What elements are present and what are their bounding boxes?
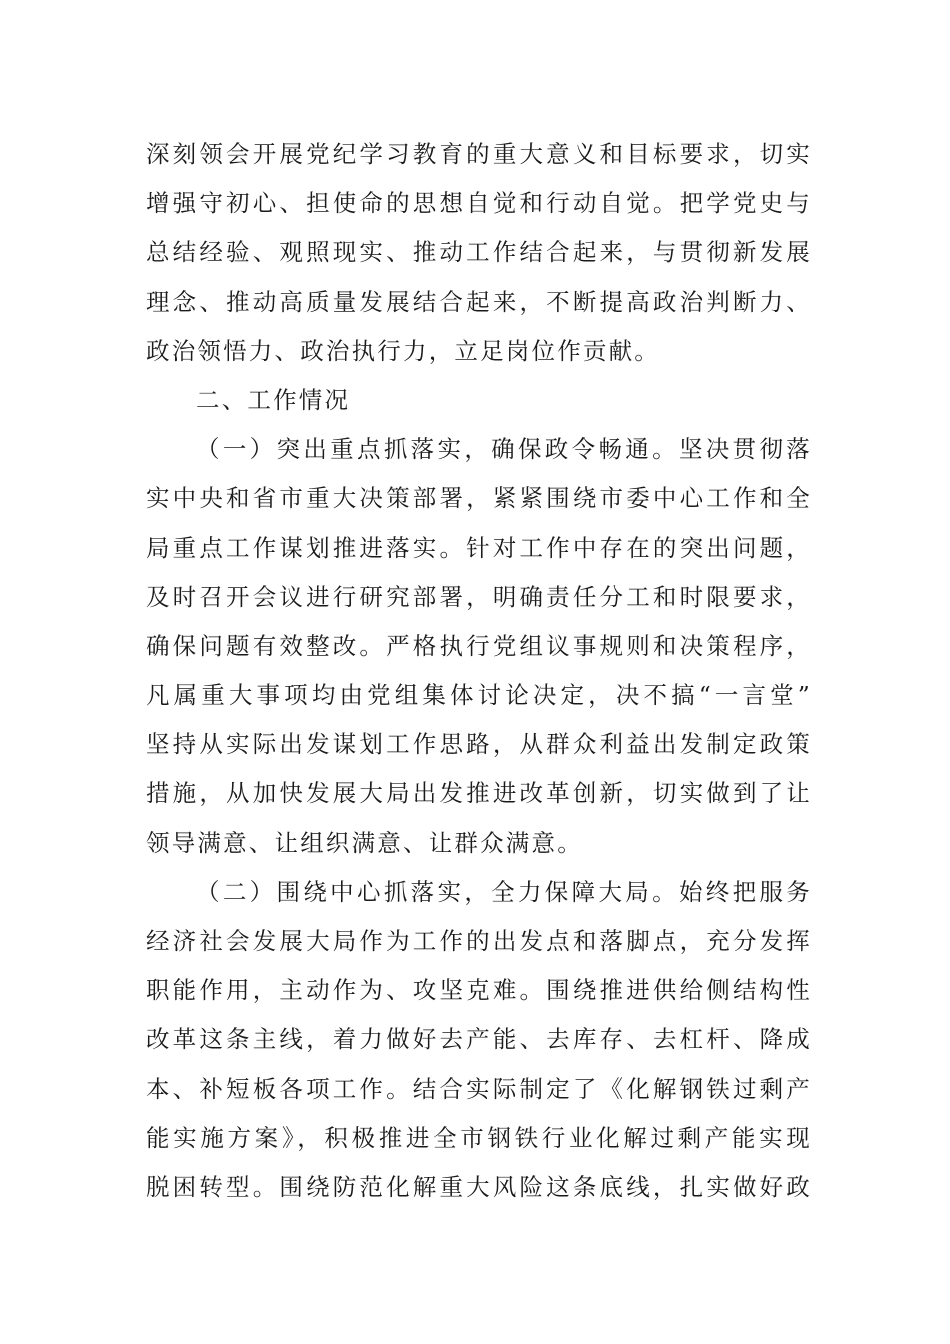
text-line: 能实施方案》，积极推进全市钢铁行业化解过剩产能实现 (146, 1123, 812, 1152)
text-line: 实中央和省市重大决策部署，紧紧围绕市委中心工作和全 (146, 484, 812, 513)
text-line: 总结经验、观照现实、推动工作结合起来，与贯彻新发展 (146, 238, 812, 267)
text-line: 深刻领会开展党纪学习教育的重大意义和目标要求，切实 (146, 140, 812, 168)
text-line: 坚持从实际出发谋划工作思路，从群众利益出发制定政策 (146, 730, 812, 759)
text-line: 脱困转型。围绕防范化解重大风险这条底线，扎实做好政 (146, 1172, 812, 1201)
document-body (146, 130, 812, 1212)
text-line: 确保问题有效整改。严格执行党组议事规则和决策程序， (146, 631, 812, 660)
text-line: 局重点工作谋划推进落实。针对工作中存在的突出问题， (146, 533, 812, 562)
text-line: 本、补短板各项工作。结合实际制定了《化解钢铁过剩产 (146, 1074, 812, 1103)
text-line: 职能作用，主动作为、攻坚克难。围绕推进供给侧结构性 (146, 976, 812, 1005)
text-line: （一）突出重点抓落实，确保政令畅通。坚决贯彻落 (196, 435, 812, 464)
text-line: 改革这条主线，着力做好去产能、去库存、去杠杆、降成 (146, 1025, 812, 1054)
text-line: 经济社会发展大局作为工作的出发点和落脚点，充分发挥 (146, 927, 812, 955)
text-line: 二、工作情况 (196, 385, 351, 414)
text-line: 措施，从加快发展大局出发推进改革创新，切实做到了让 (146, 779, 812, 808)
text-line: 凡属重大事项均由党组集体讨论决定，决不搞“一言堂” (146, 681, 812, 710)
text-line: 增强守初心、担使命的思想自觉和行动自觉。把学党史与 (146, 189, 812, 218)
text-line: 领导满意、让组织满意、让群众满意。 (146, 828, 583, 857)
text-line: 理念、推动高质量发展结合起来，不断提高政治判断力、 (146, 287, 812, 316)
text-line: （二）围绕中心抓落实，全力保障大局。始终把服务 (196, 877, 812, 906)
text-line: 及时召开会议进行研究部署，明确责任分工和时限要求， (146, 582, 812, 611)
text-line: 政治领悟力、政治执行力，立足岗位作贡献。 (146, 336, 660, 365)
